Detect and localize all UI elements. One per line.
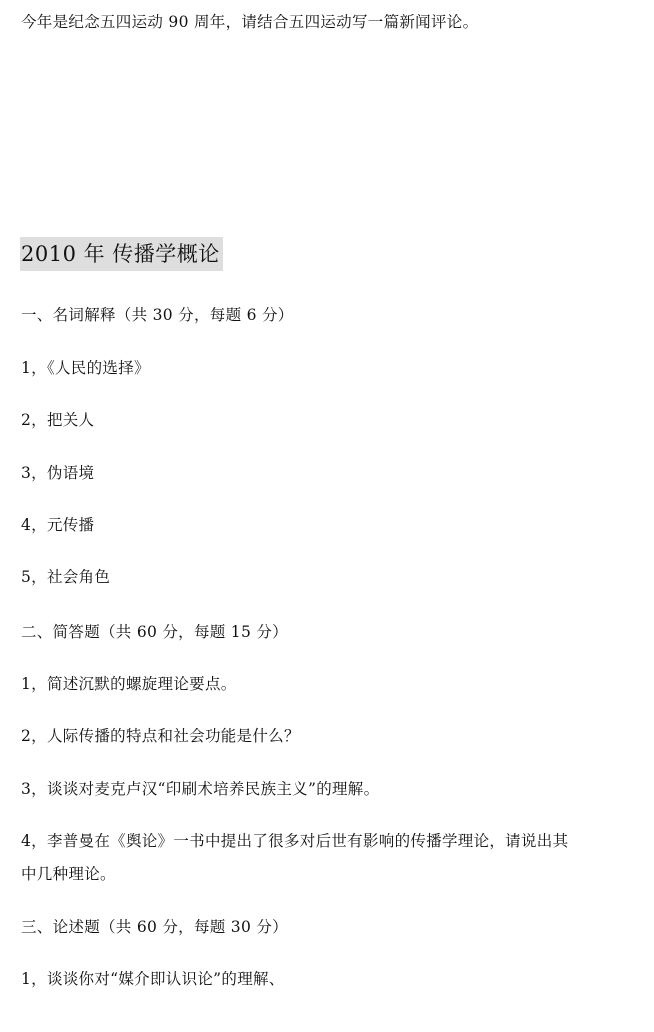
section1-item-3: 3，伪语境 bbox=[21, 464, 95, 482]
section1-item-2: 2，把关人 bbox=[21, 411, 95, 429]
exam-title: 2010 年 传播学概论 bbox=[20, 237, 223, 271]
section1-heading: 一、名词解释（共 30 分，每题 6 分） bbox=[21, 306, 294, 324]
section1-item-5: 5，社会角色 bbox=[21, 568, 111, 586]
section3-heading: 三、论述题（共 60 分，每题 30 分） bbox=[21, 918, 288, 936]
section2-item-2: 2，人际传播的特点和社会功能是什么？ bbox=[21, 727, 300, 745]
intro-question: 今年是纪念五四运动 90 周年，请结合五四运动写一篇新闻评论。 bbox=[21, 13, 479, 31]
section2-item-1: 1，简述沉默的螺旋理论要点。 bbox=[21, 675, 237, 693]
section2-heading: 二、简答题（共 60 分，每题 15 分） bbox=[21, 623, 288, 641]
section1-item-4: 4，元传播 bbox=[21, 516, 95, 534]
section2-item-3: 3，谈谈对麦克卢汉“印刷术培养民族主义”的理解。 bbox=[21, 780, 380, 798]
section2-item-4: 4，李普曼在《舆论》一书中提出了很多对后世有影响的传播学理论，请说出其 bbox=[21, 832, 569, 850]
section1-item-1: 1，《人民的选择》 bbox=[21, 359, 150, 377]
section2-item-4-continued: 中几种理论。 bbox=[21, 865, 116, 883]
section3-item-1: 1，谈谈你对“媒介即认识论”的理解、 bbox=[21, 970, 285, 988]
